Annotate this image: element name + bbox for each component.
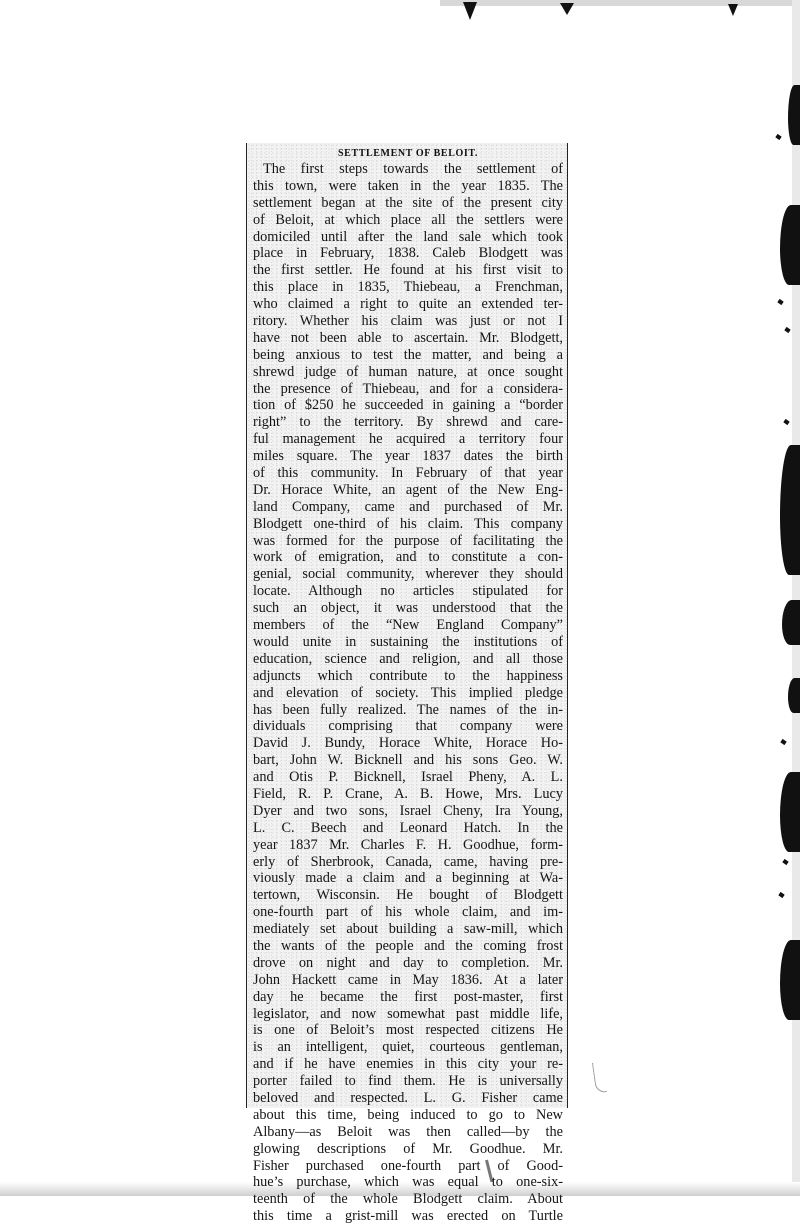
text-line: land Company, came and purchased of Mr. <box>253 498 563 515</box>
article-headline: SETTLEMENT OF BELOIT. <box>338 148 478 159</box>
text-line: such an object, it was understood that the <box>253 600 563 617</box>
text-line: and if he have enemies in this city your re- <box>253 1056 563 1073</box>
text-line: Fisher purchased one-fourth part of Good- <box>253 1157 563 1174</box>
text-line: one-fourth part of his whole claim, and im- <box>253 904 563 921</box>
pencil-checkmark <box>592 1061 607 1093</box>
text-line: genial, social community, wherever they should <box>253 566 563 583</box>
text-line: porter failed to find them. He is universally <box>253 1073 563 1090</box>
binding-tab-mark <box>463 2 477 20</box>
text-line: adjuncts which contribute to the happiness <box>253 667 563 684</box>
page-top-edge <box>440 0 800 6</box>
text-line: place in February, 1838. Caleb Blodgett was <box>253 245 563 262</box>
text-line: was formed for the purpose of facilitating the <box>253 532 563 549</box>
text-line: have not been able to ascertain. Mr. Blodgett, <box>253 329 563 346</box>
binding-shadow <box>780 772 800 852</box>
text-line: the first settler. He found at his first visit to <box>253 262 563 279</box>
text-line: L. C. Beech and Leonard Hatch. In the <box>253 819 563 836</box>
text-line: is one of Beloit’s most respected citizens He <box>253 1022 563 1039</box>
binding-speck <box>778 892 784 898</box>
binding-shadow <box>788 678 800 713</box>
text-line: and Otis P. Bicknell, Israel Pheny, A. L. <box>253 769 563 786</box>
text-line: John Hackett came in May 1836. At a later <box>253 971 563 988</box>
text-line: year 1837 Mr. Charles F. H. Goodhue, form- <box>253 836 563 853</box>
text-line: The first steps towards the settlement of <box>263 161 563 177</box>
text-line: and elevation of society. This implied pledge <box>253 684 563 701</box>
text-line: mediately set about building a saw-mill, which <box>253 921 563 938</box>
text-line: ritory. Whether his claim was just or not I <box>253 313 563 330</box>
text-line: hue’s purchase, which was equal to one-six- <box>253 1174 563 1191</box>
binding-shadow <box>780 445 800 575</box>
binding-speck <box>777 299 783 305</box>
text-line: members of the “New England Company” <box>253 617 563 634</box>
binding-speck <box>780 739 786 745</box>
binding-speck <box>782 859 788 865</box>
text-line: the wants of the people and the coming frost <box>253 937 563 954</box>
text-line: right” to the territory. By shrewd and care- <box>253 414 563 431</box>
text-line: glowing descriptions of Mr. Goodhue. Mr. <box>253 1140 563 1157</box>
text-line: has been fully realized. The names of the in- <box>253 701 563 718</box>
text-line: Field, R. P. Crane, A. B. Howe, Mrs. Lucy <box>253 785 563 802</box>
text-line: erly of Sherbrook, Canada, came, having pre- <box>253 853 563 870</box>
binding-tab-mark <box>560 3 574 15</box>
text-line: settlement began at the site of the present city <box>253 194 563 211</box>
newspaper-clipping <box>246 143 568 1225</box>
article-body <box>253 161 563 1225</box>
binding-speck <box>775 134 781 140</box>
text-line: beloved and respected. L. G. Fisher came <box>253 1089 563 1106</box>
text-line: this town, were taken in the year 1835. The <box>253 177 563 194</box>
text-line: who claimed a right to quite an extended ter- <box>253 296 563 313</box>
text-line: education, science and religion, and all those <box>253 650 563 667</box>
text-line: teenth of the whole Blodgett claim. About <box>253 1191 563 1208</box>
text-line: the presence of Thiebeau, and for a considera- <box>253 380 563 397</box>
text-line: drove on night and day to completion. Mr. <box>253 954 563 971</box>
text-line: about this time, being induced to go to New <box>253 1106 563 1123</box>
text-line: Albany—as Beloit was then called—by the <box>253 1123 563 1140</box>
text-line: shrewd judge of human nature, at once sought <box>253 363 563 380</box>
text-line: of this community. In February of that year <box>253 465 563 482</box>
text-line: miles square. The year 1837 dates the birth <box>253 448 563 465</box>
text-line: of Beloit, at which place all the settlers were <box>253 211 563 228</box>
text-line: locate. Although no articles stipulated for <box>253 583 563 600</box>
binding-shadow <box>780 940 800 1020</box>
text-line: tion of $250 he succeeded in gaining a “border <box>253 397 563 414</box>
binding-speck <box>783 419 789 425</box>
binding-speck <box>784 327 790 333</box>
text-line: Dr. Horace White, an agent of the New Eng- <box>253 481 563 498</box>
text-line: day he became the first post-master, first <box>253 988 563 1005</box>
text-line: dividuals comprising that company were <box>253 718 563 735</box>
binding-tab-mark <box>728 4 738 16</box>
text-line: this time a grist-mill was erected on Turtle <box>253 1208 563 1225</box>
text-line: ful management he acquired a territory four <box>253 431 563 448</box>
text-line: would unite in sustaining the institutions of <box>253 633 563 650</box>
text-line: this place in 1835, Thiebeau, a Frenchman, <box>253 279 563 296</box>
text-line: Dyer and two sons, Israel Cheny, Ira Young, <box>253 802 563 819</box>
text-line: work of emigration, and to constitute a con- <box>253 549 563 566</box>
binding-shadow <box>780 205 800 285</box>
text-line: tertown, Wisconsin. He bought of Blodgett <box>253 887 563 904</box>
text-line: viously made a claim and a beginning at Wa- <box>253 870 563 887</box>
text-line: legislator, and now somewhat past middle life, <box>253 1005 563 1022</box>
text-line: domiciled until after the land sale which took <box>253 228 563 245</box>
binding-shadow <box>782 600 800 645</box>
text-line: is an intelligent, quiet, courteous gentleman, <box>253 1039 563 1056</box>
text-line: Blodgett one-third of his claim. This company <box>253 515 563 532</box>
binding-shadow <box>788 85 800 145</box>
text-line: bart, John W. Bicknell and his sons Geo. W. <box>253 752 563 769</box>
text-line: David J. Bundy, Horace White, Horace Ho- <box>253 735 563 752</box>
text-line: being anxious to test the matter, and being a <box>253 346 563 363</box>
